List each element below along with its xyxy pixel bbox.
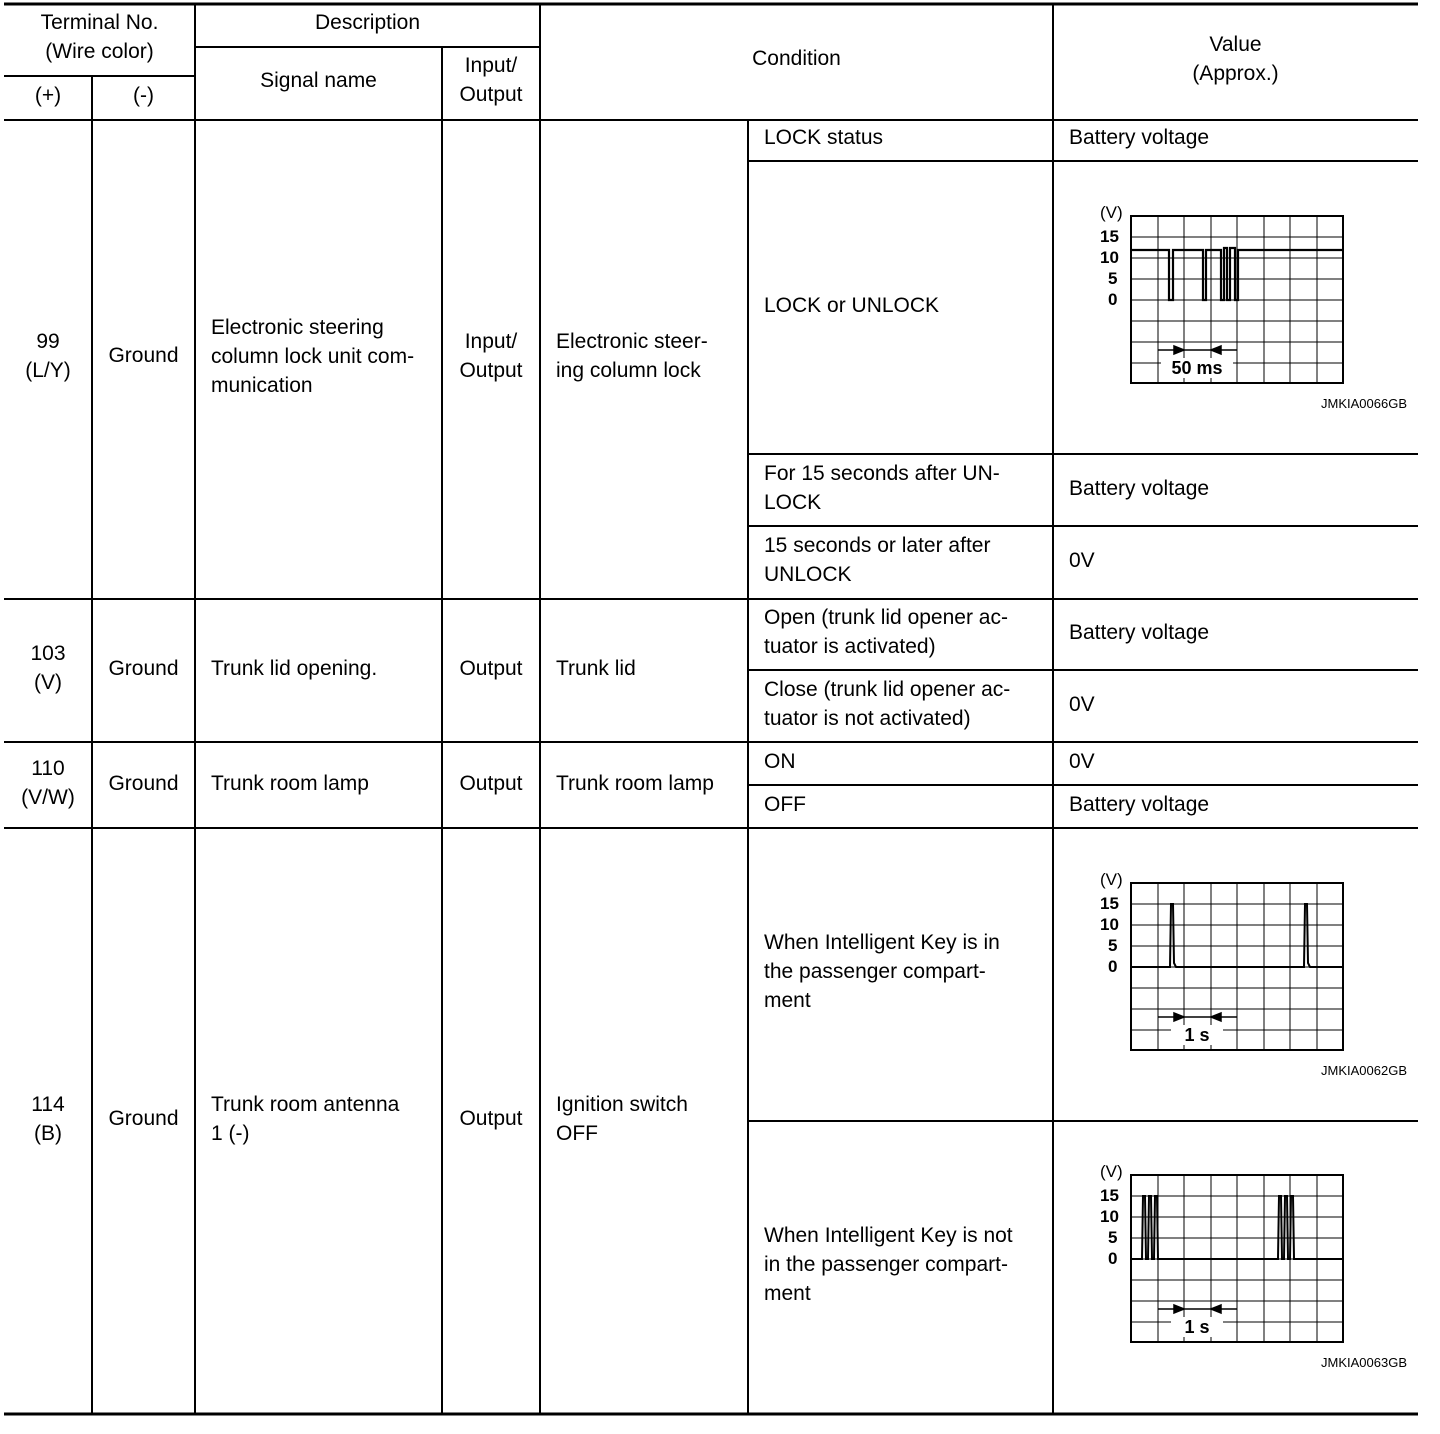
waveform-lock-unlock <box>1085 200 1415 420</box>
row-103-state-2-value: 0V <box>1069 693 1095 716</box>
row-103-ground: Ground <box>108 657 179 680</box>
waveform-key-outside <box>1085 1159 1415 1379</box>
waveform-tick-0: 0 <box>1108 290 1118 309</box>
header-condition: Condition <box>752 47 841 70</box>
row-99-state-4-value: 0V <box>1069 549 1095 572</box>
row-103-condition: Trunk lid <box>556 657 636 680</box>
waveform-tick-5: 5 <box>1108 1228 1118 1247</box>
row-110-io: Output <box>459 772 523 795</box>
header-minus: (-) <box>133 84 154 107</box>
header-description: Description <box>314 11 421 34</box>
waveform-time-label: 1 s <box>1171 1025 1223 1045</box>
row-103-state-2-condition: Close (trunk lid opener ac- tuator is not activated) <box>764 678 1011 730</box>
waveform-tick-0: 0 <box>1108 957 1118 976</box>
waveform-tick-5: 5 <box>1108 269 1118 288</box>
row-99-ground: Ground <box>108 344 179 367</box>
figure-code: JMKIA0063GB <box>1321 1355 1407 1370</box>
waveform-time-label: 50 ms <box>1161 358 1233 378</box>
row-103-signal: Trunk lid opening. <box>211 657 378 680</box>
row-110-state-1-value: 0V <box>1069 750 1095 773</box>
header-terminal: Terminal No. (Wire color) <box>40 11 159 63</box>
row-99-state-1-value: Battery voltage <box>1069 126 1210 149</box>
row-110-state-2-value: Battery voltage <box>1069 793 1210 816</box>
waveform-tick-10: 10 <box>1100 248 1119 267</box>
waveform-v-label: (V) <box>1100 1162 1123 1181</box>
row-114-signal: Trunk room antenna 1 (-) <box>211 1093 400 1145</box>
row-114-terminal: 114 (B) <box>31 1093 65 1145</box>
row-114-condition: Ignition switch OFF <box>556 1093 688 1145</box>
row-99-state-3-condition: For 15 seconds after UN- LOCK <box>764 462 1000 514</box>
header-value: Value (Approx.) <box>1192 33 1279 85</box>
waveform-v-label: (V) <box>1100 203 1123 222</box>
row-114-state-2-condition: When Intelligent Key is not in the passenger compart- ment <box>764 1224 1013 1305</box>
row-99-state-3-value: Battery voltage <box>1069 477 1210 500</box>
row-114-state-1-condition: When Intelligent Key is in the passenger compart- ment <box>764 931 1000 1012</box>
row-103-terminal: 103 (V) <box>30 642 66 694</box>
figure-code: JMKIA0062GB <box>1321 1063 1407 1078</box>
row-110-signal: Trunk room lamp <box>211 772 369 795</box>
waveform-trace <box>1131 248 1343 300</box>
waveform-tick-10: 10 <box>1100 1207 1119 1226</box>
header-signal-name: Signal name <box>260 69 377 92</box>
row-99-io: Input/ Output <box>459 330 523 382</box>
row-110-terminal: 110 (V/W) <box>21 757 75 809</box>
row-103-state-1-condition: Open (trunk lid opener ac- tuator is activated) <box>764 606 1008 658</box>
row-99-condition: Electronic steer- ing column lock <box>556 330 708 382</box>
row-99-state-1-condition: LOCK status <box>764 126 884 149</box>
waveform-tick-5: 5 <box>1108 936 1118 955</box>
row-99-state-4-condition: 15 seconds or later after UNLOCK <box>764 534 991 586</box>
waveform-tick-10: 10 <box>1100 915 1119 934</box>
figure-code: JMKIA0066GB <box>1321 396 1407 411</box>
header-io: Input/ Output <box>459 54 523 106</box>
waveform-time-label: 1 s <box>1171 1317 1223 1337</box>
header-plus: (+) <box>34 84 62 107</box>
row-110-condition: Trunk room lamp <box>556 772 714 795</box>
row-99-terminal: 99 (L/Y) <box>25 330 71 382</box>
row-110-state-2-condition: OFF <box>764 793 806 816</box>
row-103-io: Output <box>459 657 523 680</box>
waveform-tick-15: 15 <box>1100 227 1119 246</box>
waveform-tick-15: 15 <box>1100 894 1119 913</box>
waveform-tick-15: 15 <box>1100 1186 1119 1205</box>
row-99-signal: Electronic steering column lock unit com- munication <box>211 316 415 397</box>
row-114-io: Output <box>459 1107 523 1130</box>
waveform-v-label: (V) <box>1100 870 1123 889</box>
waveform-key-inside <box>1085 867 1415 1087</box>
waveform-tick-0: 0 <box>1108 1249 1118 1268</box>
row-103-state-1-value: Battery voltage <box>1069 621 1210 644</box>
row-110-ground: Ground <box>108 772 179 795</box>
row-114-ground: Ground <box>108 1107 179 1130</box>
row-99-state-2-condition: LOCK or UNLOCK <box>764 294 940 317</box>
row-110-state-1-condition: ON <box>764 750 796 773</box>
